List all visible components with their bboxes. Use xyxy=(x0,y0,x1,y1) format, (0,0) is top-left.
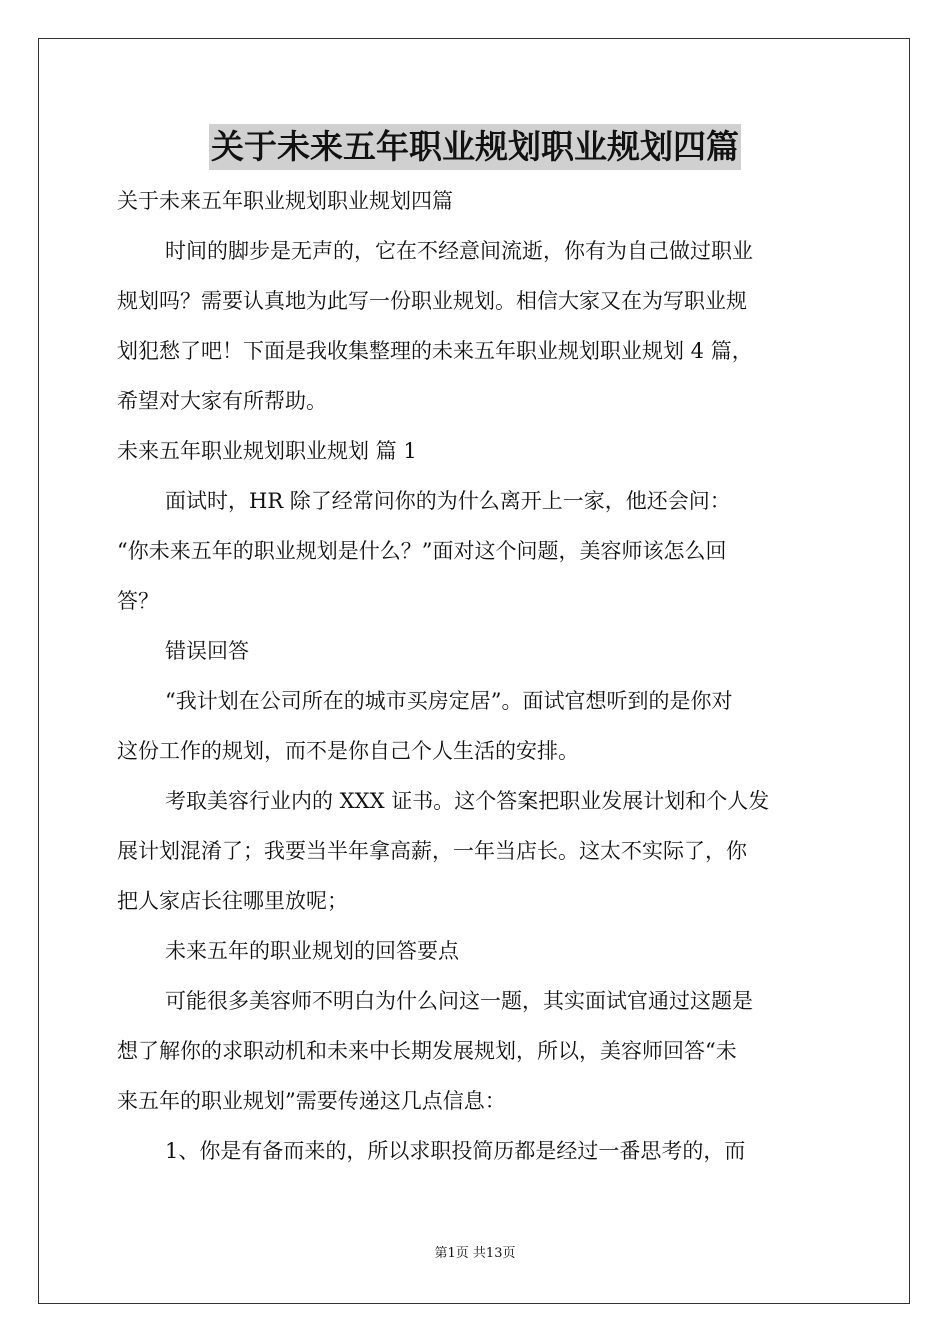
paragraph-line: 划犯愁了吧！下面是我收集整理的未来五年职业规划职业规划 4 篇， xyxy=(117,339,753,363)
subheading-line: 未来五年的职业规划的回答要点 xyxy=(165,939,459,963)
subheading-line: 错误回答 xyxy=(165,639,249,663)
paragraph-line: 展计划混淆了；我要当半年拿高薪，一年当店长。这太不实际了，你 xyxy=(117,839,747,863)
paragraph-line: “你未来五年的职业规划是什么？”面对这个问题，美容师该怎么回 xyxy=(117,539,727,563)
page-footer: 第1页 共13页 xyxy=(434,1246,516,1261)
paragraph-line: 1、你是有备而来的，所以求职投简历都是经过一番思考的，而 xyxy=(165,1139,746,1163)
paragraph-line: 答？ xyxy=(117,589,159,613)
paragraph-line: 面试时，HR 除了经常问你的为什么离开上一家，他还会问： xyxy=(165,489,731,513)
paragraph-line: “我计划在公司所在的城市买房定居”。面试官想听到的是你对 xyxy=(165,689,733,713)
title-container xyxy=(0,124,950,170)
paragraph-line: 规划吗？需要认真地为此写一份职业规划。相信大家又在为写职业规 xyxy=(117,289,747,313)
paragraph-line: 考取美容行业内的 XXX 证书。这个答案把职业发展计划和个人发 xyxy=(165,789,770,813)
paragraph-line: 可能很多美容师不明白为什么问这一题，其实面试官通过这题是 xyxy=(165,989,753,1013)
document-title: 关于未来五年职业规划职业规划四篇 xyxy=(209,124,741,170)
paragraph-line: 想了解你的求职动机和未来中长期发展规划，所以，美容师回答“未 xyxy=(117,1039,737,1063)
section-heading: 未来五年职业规划职业规划 篇 1 xyxy=(117,439,417,463)
subtitle-line: 关于未来五年职业规划职业规划四篇 xyxy=(117,189,453,213)
paragraph-line: 这份工作的规划，而不是你自己个人生活的安排。 xyxy=(117,739,579,763)
document-body xyxy=(117,176,833,1176)
paragraph-line: 把人家店长往哪里放呢； xyxy=(117,889,348,913)
paragraph-line: 希望对大家有所帮助。 xyxy=(117,389,327,413)
paragraph-line: 时间的脚步是无声的，它在不经意间流逝，你有为自己做过职业 xyxy=(165,239,753,263)
paragraph-line: 来五年的职业规划”需要传递这几点信息： xyxy=(117,1089,506,1113)
